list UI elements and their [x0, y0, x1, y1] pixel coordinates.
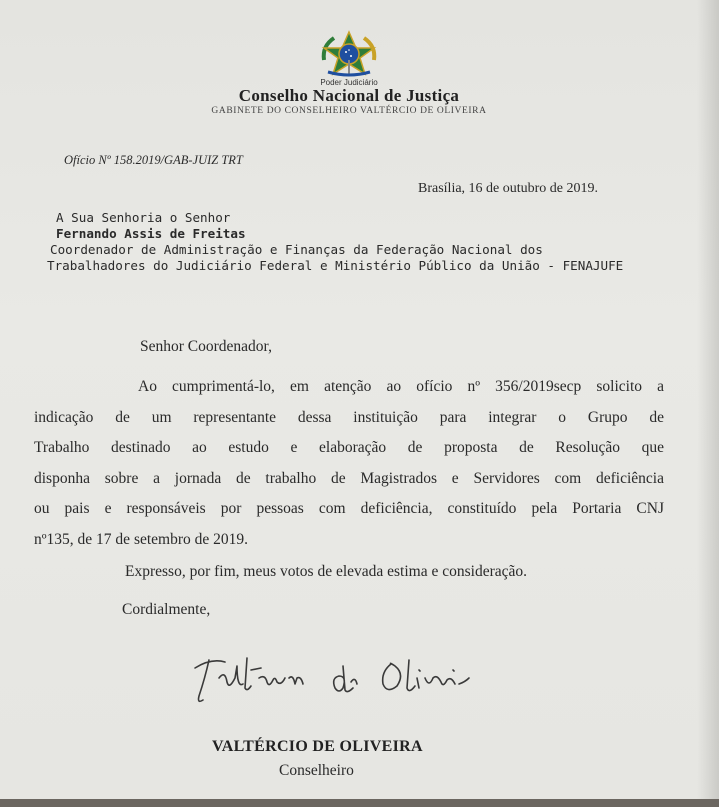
page-edge-shadow [697, 0, 719, 807]
recipient-block [47, 210, 624, 274]
signer-role: Conselheiro [279, 762, 354, 779]
poder-judiciario-caption: Poder Judiciário [320, 78, 378, 87]
body-line: Ao cumprimentá-lo, em atenção ao ofício nº 356/2019secp solicito a [138, 378, 664, 395]
signer-name: VALTÉRCIO DE OLIVEIRA [212, 738, 423, 755]
recipient-greeting: A Sua Senhoria o Senhor [56, 210, 231, 225]
document-date: Brasília, 16 de outubro de 2019. [418, 181, 599, 196]
handwritten-signature [185, 648, 495, 718]
body-line: ou pais e responsáveis por pessoas com deficiência, constituído pela Portaria CNJ [34, 500, 664, 517]
table-surface-strip [0, 799, 719, 807]
body-line: indicação de um representante dessa instituição para integrar o Grupo de [34, 408, 664, 426]
document-reference: Ofício Nº 158.2019/GAB-JUIZ TRT [64, 153, 243, 167]
recipient-name: Fernando Assis de Freitas [56, 226, 246, 241]
letter-body [34, 372, 664, 555]
recipient-title-line-2: Trabalhadores do Judiciário Federal e Ministério Público da União - FENAJUFE [47, 258, 624, 273]
recipient-title-line-1: Coordenador de Administração e Finanças da Federação Nacional dos [50, 242, 543, 257]
organization-name: Conselho Nacional de Justiça [238, 86, 460, 105]
valediction: Cordialmente, [122, 601, 211, 618]
closing-remark: Expresso, por fim, meus votos de elevada estima e consideração. [125, 563, 528, 580]
cabinet-name: GABINETE DO CONSELHEIRO VALTÉRCIO DE OLIVEIRA [211, 106, 487, 116]
brazil-coat-of-arms-icon [316, 30, 382, 78]
body-line: disponha sobre a jornada de trabalho de Magistrados e Servidores com deficiência [34, 469, 664, 487]
body-line: nº135, de 17 de setembro de 2019. [34, 530, 249, 548]
body-line: Trabalho destinado ao estudo e elaboração de proposta de Resolução que [34, 439, 664, 456]
salutation: Senhor Coordenador, [140, 338, 272, 355]
